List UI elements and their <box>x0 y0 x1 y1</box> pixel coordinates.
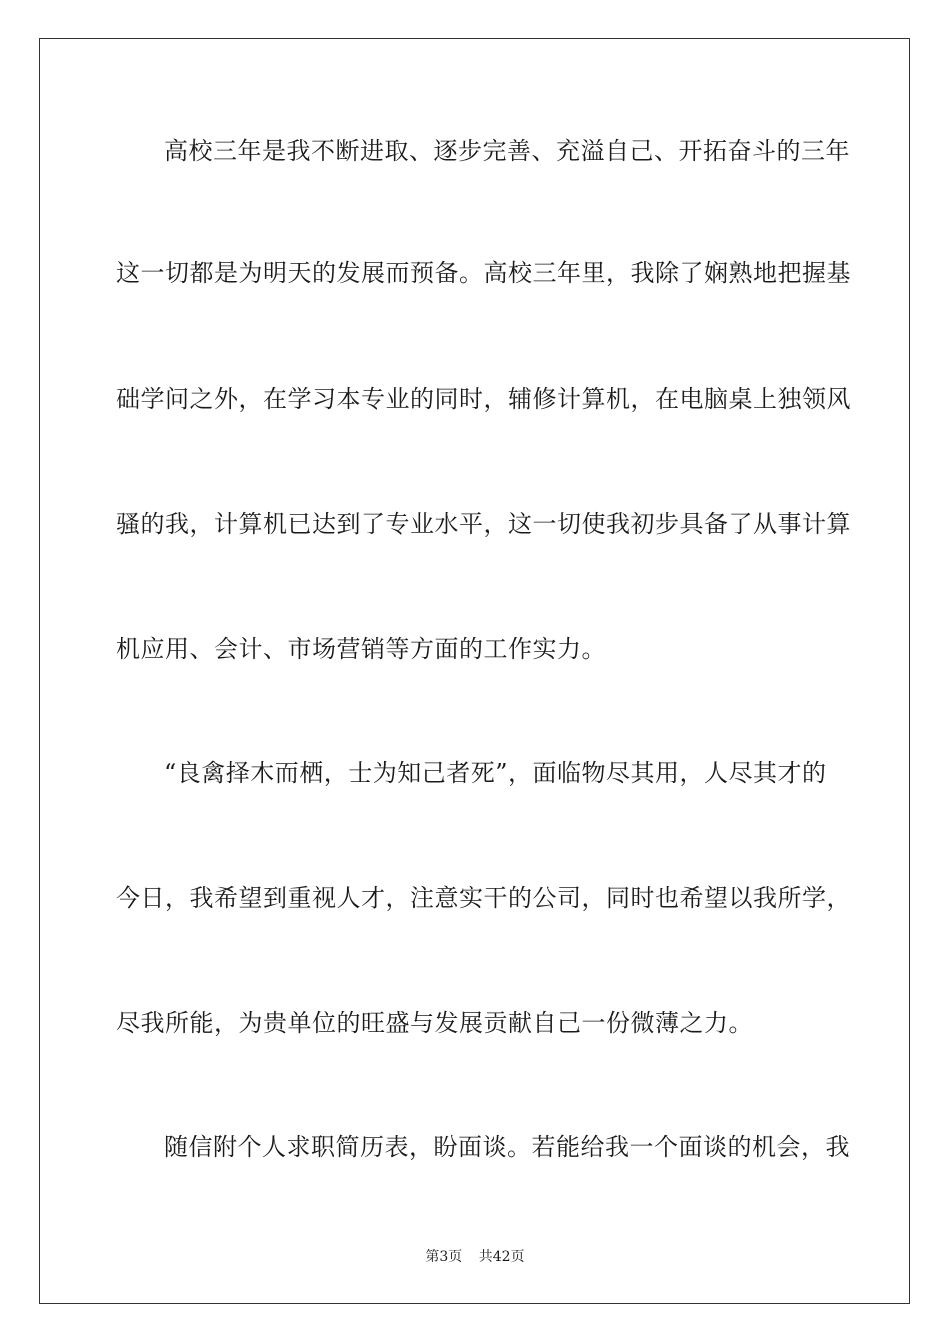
page-footer <box>0 1248 950 1266</box>
total-pages: 共42页 <box>478 1249 525 1265</box>
paragraph-1-line-1: 高校三年是我不断进取、逐步完善、充溢自己、开拓奋斗的三年 <box>164 137 850 165</box>
paragraph-2-line-1: “良禽择木而栖，士为知己者死”，面临物尽其用，人尽其才的 <box>164 759 827 787</box>
paragraph-2-line-2: 今日，我希望到重视人才，注意实干的公司，同时也希望以我所学， <box>116 884 851 912</box>
paragraph-1-line-4: 骚的我，计算机已达到了专业水平，这一切使我初步具备了从事计算 <box>116 510 851 538</box>
paragraph-1-line-5: 机应用、会计、市场营销等方面的工作实力。 <box>116 635 606 663</box>
paragraph-1-line-3: 础学问之外，在学习本专业的同时，辅修计算机，在电脑桌上独领风 <box>116 385 851 413</box>
page-number: 第3页 <box>425 1249 463 1265</box>
paragraph-2-line-3: 尽我所能，为贵单位的旺盛与发展贡献自己一份微薄之力。 <box>116 1009 753 1037</box>
page-border <box>39 38 910 1304</box>
paragraph-3-line-1: 随信附个人求职简历表，盼面谈。若能给我一个面谈的机会，我 <box>164 1133 850 1161</box>
paragraph-1-line-2: 这一切都是为明天的发展而预备。高校三年里，我除了娴熟地把握基 <box>116 259 851 287</box>
